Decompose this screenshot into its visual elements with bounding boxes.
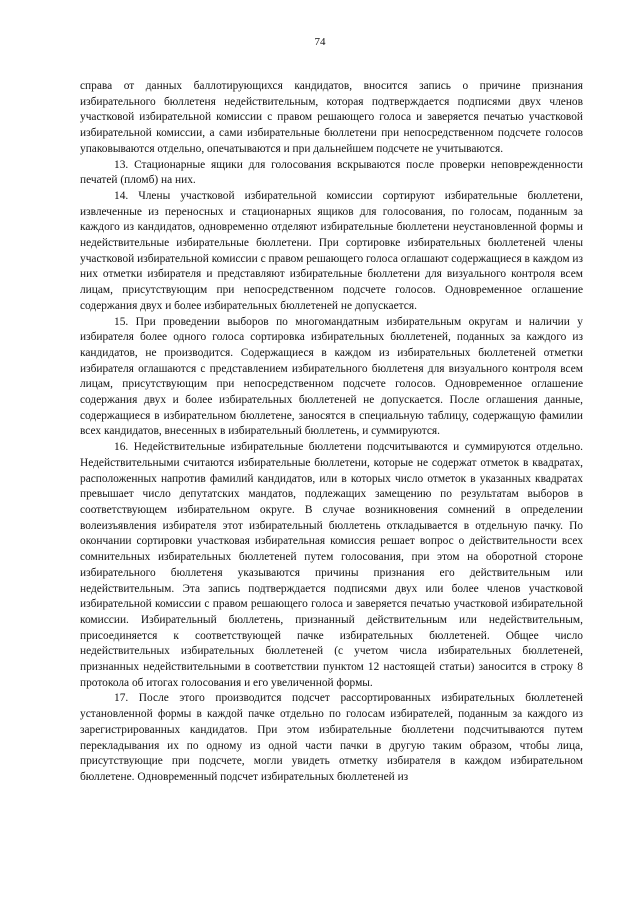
document-body: [80, 79, 583, 786]
paragraph-13: 13. Стационарные ящики для голосования вскрываются после проверки неповрежденности печатей (пломб) на них.: [80, 158, 583, 187]
paragraph-continuation: справа от данных баллотирующихся кандидатов, вносится запись о причине признания избирательного бюллетеня недействительным, которая подтверждается подписями двух членов участковой избирательной комиссии с правом решающего голоса и заверяется печатью участковой избирательной комиссии, а сами избирательные бюллетени при непосредственном подсчете голосов упаковываются отдельно, опечатываются и при дальнейшем подсчете не учитываются.: [80, 80, 583, 155]
paragraph-14: 14. Члены участковой избирательной комиссии сортируют избирательные бюллетени, извлеченные из переносных и стационарных ящиков для голосования, по голосам, поданным за каждого из кандидатов, одновременно отделяют избирательные бюллетени неустановленной формы и недействительные избирательные бюллетени. При сортировке избирательных бюллетеней члены участковой избирательной комиссии с правом решающего голоса оглашают содержащиеся в каждом из них отметки избирателя и представляют избирательные бюллетени для визуального контроля всем лицам, присутствующим при непосредственном подсчете голосов. Одновременное оглашение содержания двух и более избирательных бюллетеней не допускается.: [80, 189, 583, 312]
paragraph-17: 17. После этого производится подсчет рассортированных избирательных бюллетеней установленной формы в каждой пачке отдельно по голосам избирателей, поданным за каждого из зарегистрированных кандидатов. При этом избирательные бюллетени подсчитываются путем перекладывания их по одному из одной части пачки в другую таким образом, чтобы лица, присутствующие при подсчете, могли увидеть отметку избирателя в каждом избирательном бюллетене. Одновременный подсчет избирательных бюллетеней из: [80, 692, 583, 783]
paragraph-16: 16. Недействительные избирательные бюллетени подсчитываются и суммируются отдельно. Недействительными считаются избирательные бюллетени, которые не содержат отметок в квадратах, расположенных напротив фамилий кандидатов, или в которых число отметок в указанных квадратах превышает число депутатских мандатов, подлежащих замещению по результатам выборов в соответствующем избирательном округе. В случае возникновения сомнений в определении волеизъявления избирателя этот избирательный бюллетень откладывается в отдельную пачку. По окончании сортировки участковая избирательная комиссия решает вопрос о действительности всех сомнительных избирательных бюллетеней путем голосования, при этом на оборотной стороне избирательного бюллетеня указываются причины признания его действительным или недействительным. Эта запись подтверждается подписями двух или более членов участковой избирательной комиссии с правом решающего голоса и заверяется печатью участковой избирательной комиссии. Избирательный бюллетень, признанный действительным или недействительным, присоединяется к соответствующей пачке избирательных бюллетеней. Общее число недействительных избирательных бюллетеней (с учетом числа избирательных бюллетеней, признанных недействительными в соответствии пунктом 12 настоящей статьи) заносится в строку 8 протокола об итогах голосования и его увеличенной формы.: [80, 441, 583, 689]
page-number: 74: [314, 36, 326, 48]
paragraph-15: 15. При проведении выборов по многомандатным избирательным округам и наличии у избирателя более одного голоса сортировка избирательных бюллетеней, поданных за каждого из кандидатов, не производится. Содержащиеся в каждом из избирательных бюллетеней отметки избирателя оглашаются с представлением избирательного бюллетеня для визуального контроля всем лицам, присутствующим при непосредственном подсчете голосов. Одновременное оглашение содержания двух и более избирательных бюллетеней не допускается. После оглашения данные, содержащиеся в избирательном бюллетене, заносятся в специальную таблицу, содержащую фамилии всех кандидатов, внесенных в избирательный бюллетень, и суммируются.: [80, 315, 583, 438]
